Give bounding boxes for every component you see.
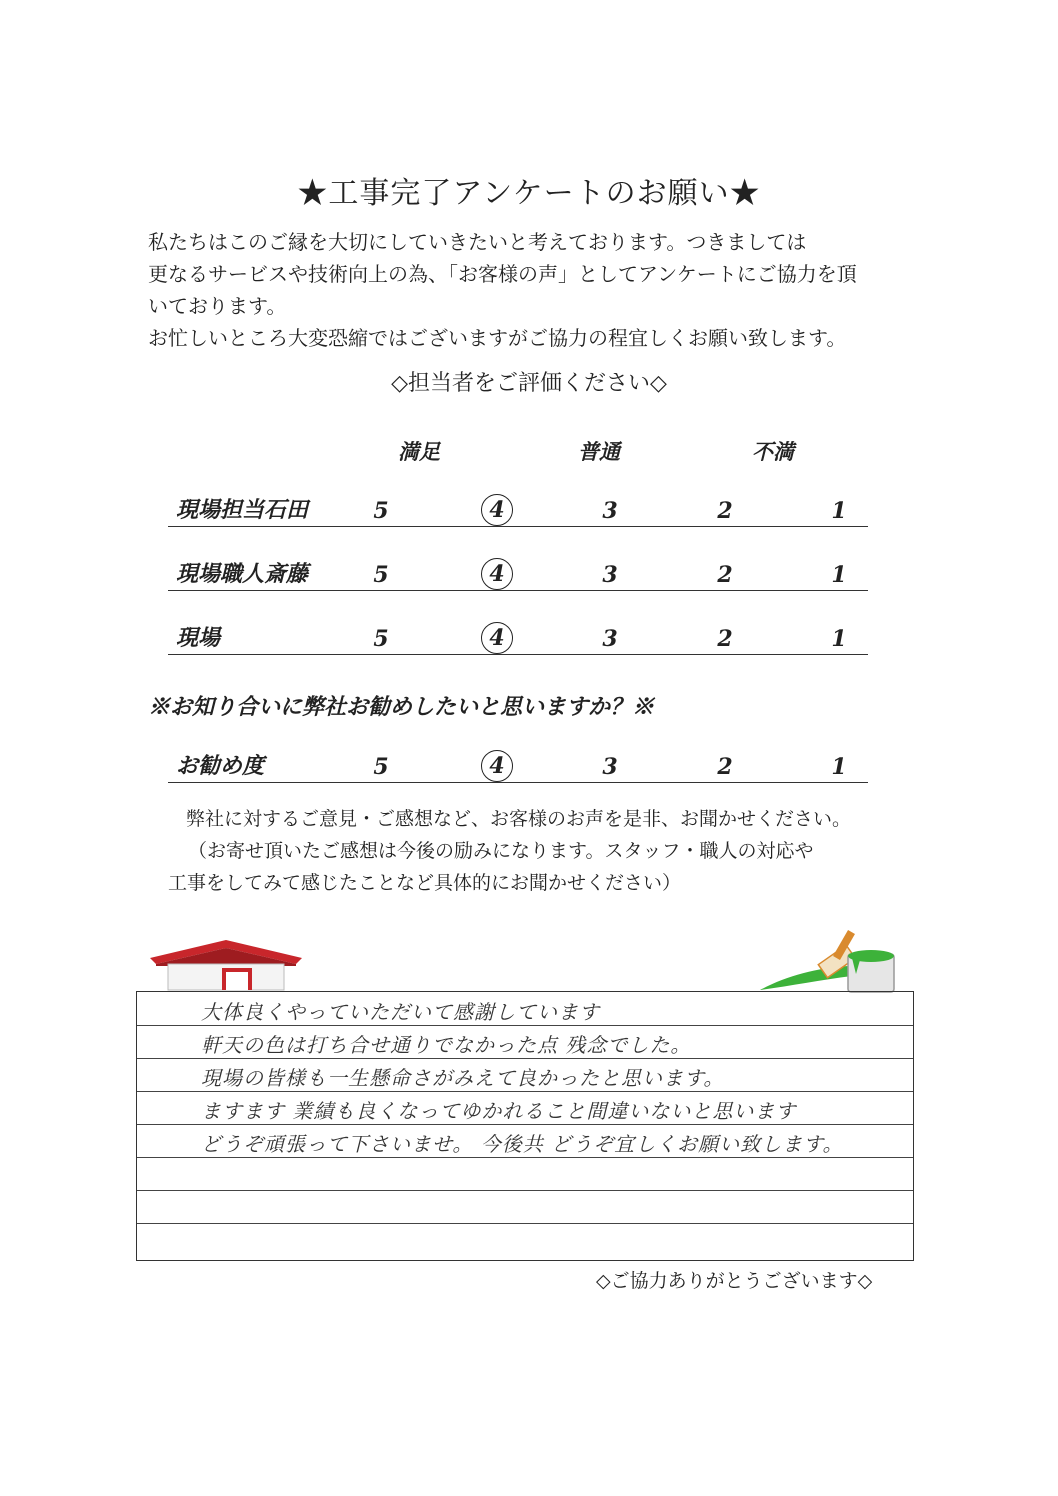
rating-row-ishida xyxy=(168,486,868,527)
rating-row-site xyxy=(168,614,868,655)
score-1[interactable]: 1 xyxy=(831,626,847,652)
row-label: お勧め度 xyxy=(176,753,265,779)
intro-line-3: いております。 xyxy=(148,294,287,318)
score-3[interactable]: 3 xyxy=(602,626,618,652)
comment-box[interactable] xyxy=(136,991,914,1261)
rating-row-recommend xyxy=(168,742,868,783)
comment-line xyxy=(137,1157,913,1191)
comment-line xyxy=(137,1091,913,1125)
house-icon xyxy=(146,936,306,992)
score-2[interactable]: 2 xyxy=(717,754,733,780)
score-3[interactable]: 3 xyxy=(602,562,618,588)
score-1[interactable]: 1 xyxy=(831,754,847,780)
comment-line xyxy=(137,1190,913,1224)
handwritten-text: ますます 業績も良くなってゆかれること間違いないと思います xyxy=(201,1099,797,1123)
score-4-selected[interactable]: 4 xyxy=(481,558,513,590)
handwritten-text: 大体良くやっていただいて感謝しています xyxy=(201,1000,600,1024)
note-line-1: 弊社に対するご意見・ご感想など、お客様のお声を是非、お聞かせください。 xyxy=(186,808,852,830)
row-label: 現場職人斎藤 xyxy=(176,561,309,587)
score-2[interactable]: 2 xyxy=(717,498,733,524)
intro-line-1: 私たちはこのご縁を大切にしていきたいと考えております。つきましては xyxy=(148,230,807,254)
comment-line xyxy=(137,992,913,1026)
note-line-3: 工事をしてみて感じたことなど具体的にお聞かせください） xyxy=(168,872,682,894)
score-5[interactable]: 5 xyxy=(373,754,389,780)
handwritten-text: 軒天の色は打ち合せ通りでなかった点 残念でした。 xyxy=(201,1033,692,1057)
paint-brush-bucket-icon xyxy=(756,926,906,996)
comment-line xyxy=(137,1124,913,1158)
handwritten-text: どうぞ頑張って下さいませ。 今後共 どうぞ宜しくお願い致します。 xyxy=(201,1132,844,1156)
evaluate-heading: ◇担当者をご評価ください◇ xyxy=(391,371,667,396)
intro-line-4: お忙しいところ大変恐縮ではございますがご協力の程宜しくお願い致します。 xyxy=(148,326,847,350)
score-3[interactable]: 3 xyxy=(602,498,618,524)
score-1[interactable]: 1 xyxy=(831,498,847,524)
thanks-message: ◇ご協力ありがとうございます◇ xyxy=(596,1270,873,1292)
score-2[interactable]: 2 xyxy=(717,562,733,588)
recommend-question: ※お知り合いに弊社お勧めしたいと思いますか？※ xyxy=(148,694,655,720)
comment-line xyxy=(137,1058,913,1092)
header-satisfied: 満足 xyxy=(398,439,440,464)
comment-line xyxy=(137,1223,913,1256)
comment-line xyxy=(137,1025,913,1059)
rating-row-saito xyxy=(168,550,868,591)
row-label: 現場担当石田 xyxy=(176,497,309,523)
handwritten-text: 現場の皆様も一生懸命さがみえて良かったと思います。 xyxy=(201,1066,725,1090)
note-line-2: （お寄せ頂いたご感想は今後の励みになります。スタッフ・職人の対応や xyxy=(188,840,814,862)
intro-line-2: 更なるサービスや技術向上の為、「お客様の声」としてアンケートにご協力を頂 xyxy=(148,262,857,286)
header-normal: 普通 xyxy=(578,439,620,464)
score-5[interactable]: 5 xyxy=(373,626,389,652)
score-4-selected[interactable]: 4 xyxy=(481,622,513,654)
score-2[interactable]: 2 xyxy=(717,626,733,652)
row-label: 現場 xyxy=(176,625,221,651)
score-5[interactable]: 5 xyxy=(373,498,389,524)
page-title: ★工事完了アンケートのお願い★ xyxy=(297,176,761,211)
header-unsatisfied: 不満 xyxy=(752,439,794,464)
score-4-selected[interactable]: 4 xyxy=(481,494,513,526)
score-3[interactable]: 3 xyxy=(602,754,618,780)
score-4-selected[interactable]: 4 xyxy=(481,750,513,782)
score-5[interactable]: 5 xyxy=(373,562,389,588)
score-1[interactable]: 1 xyxy=(831,562,847,588)
